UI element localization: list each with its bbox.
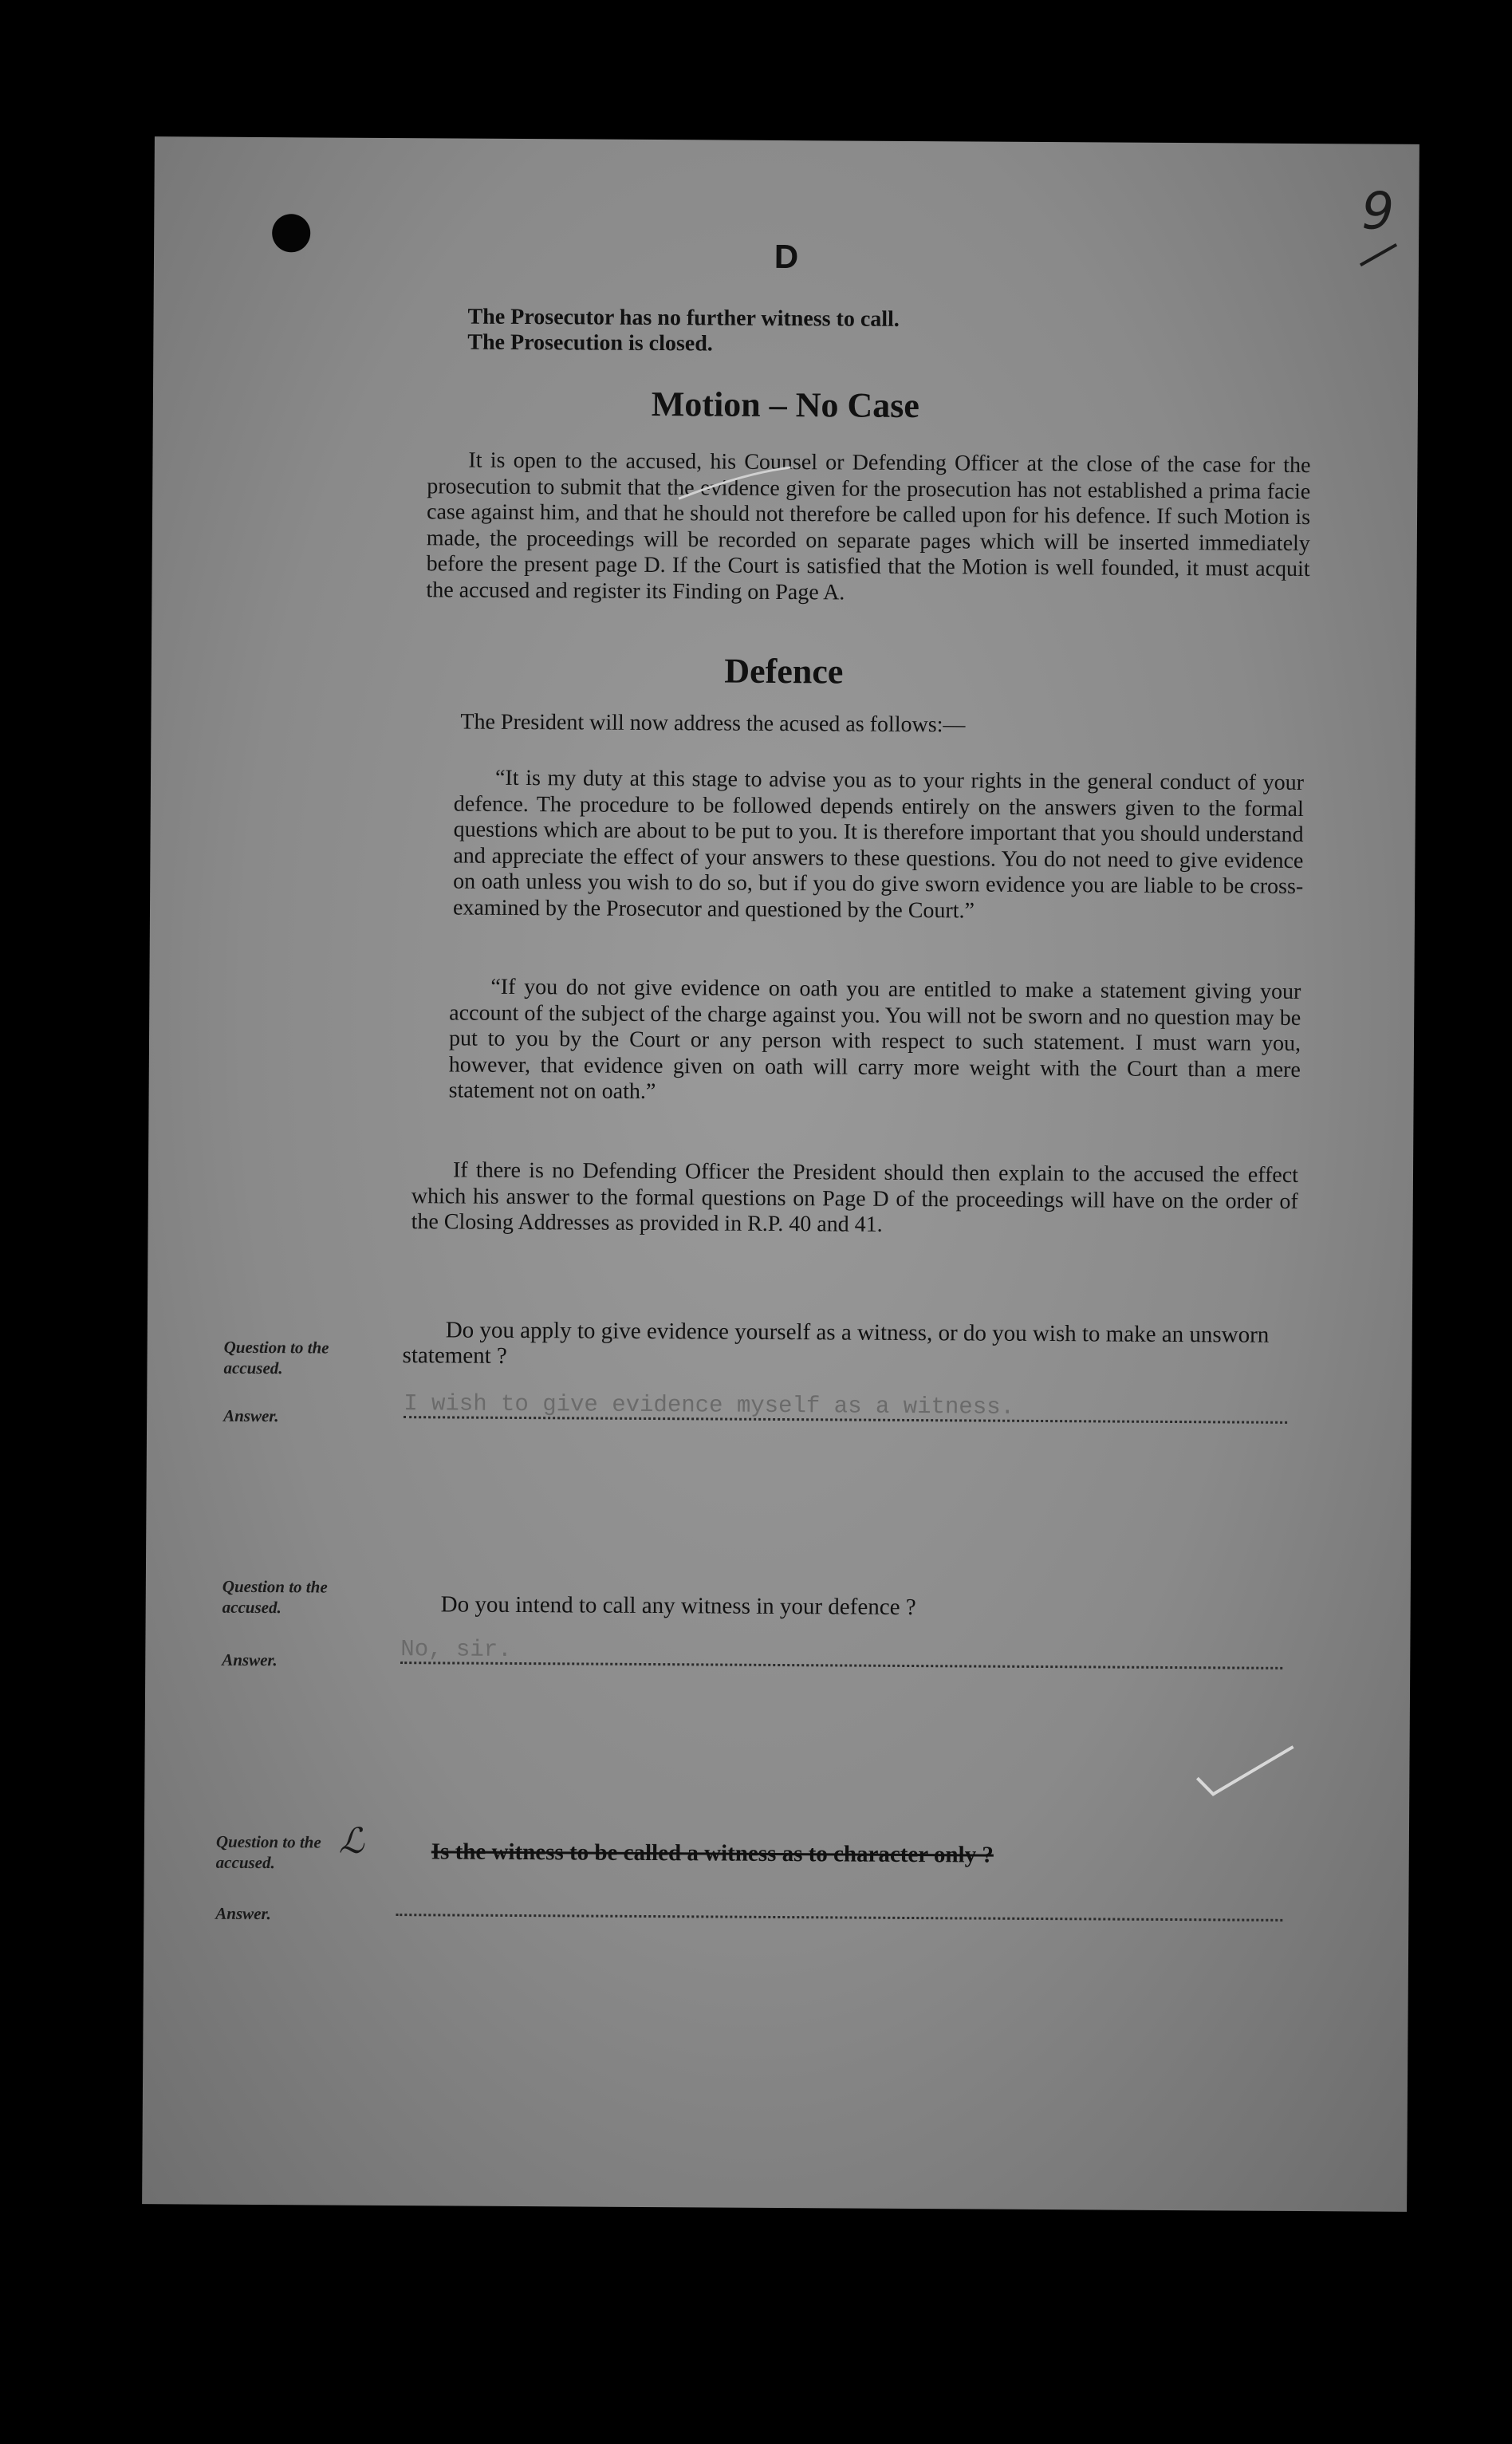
pencil-tick-icon (1181, 1738, 1309, 1803)
folio-underline-icon (1356, 238, 1404, 270)
handwritten-marginal-mark: ℒ (338, 1820, 364, 1862)
page-letter: D (774, 237, 799, 276)
defence-quote-2 (449, 974, 1301, 1109)
motion-paragraph (426, 447, 1310, 609)
answer-label-2: Answer. (222, 1650, 278, 1670)
question-1: Do you apply to give evidence yourself as a witness, or do you wish to make an unsworn statement ? (402, 1317, 1270, 1369)
prosecution-closing (467, 305, 900, 358)
quote-1-text: “It is my duty at this stage to advise you as to your rights in the general conduct of your defence. The procedure to be followed depends entirely on the answers given to the formal questions which are about to be put to you. It is therefore important that you should understand and appreciate the effect of your answers to these questions. You do not need to give evidence on oath unless you wish to do so, but if you do give sworn evidence you are liable to be cross-examined by the Prosecutor and questioned by the Court.” (452, 765, 1305, 923)
answer-label-3: Answer. (215, 1903, 271, 1924)
answer-field-1[interactable]: I wish to give evidence myself as a witness. (404, 1392, 1287, 1424)
question-2: Do you intend to call any witness in your defence ? (440, 1591, 916, 1621)
question-label-3: Question to the accused. (215, 1831, 321, 1873)
question-3-struck: Is the witness to be called a witness as to character only ? (431, 1839, 994, 1868)
motion-heading: Motion – No Case (651, 384, 920, 426)
pencil-stroke-icon (671, 459, 798, 507)
answer-label-1: Answer. (223, 1405, 279, 1426)
defence-heading: Defence (724, 651, 844, 692)
answer-field-3[interactable] (396, 1890, 1282, 1922)
document-page (142, 136, 1419, 2212)
closing-line-1: The Prosecutor has no further witness to call. (467, 304, 900, 332)
answer-field-2[interactable]: No, sir. (400, 1638, 1282, 1669)
closing-line-2: The Prosecution is closed. (467, 329, 713, 357)
question-label-2: Question to the accused. (222, 1576, 328, 1618)
instruction-text: If there is no Defending Officer the President should then explain to the accused the effect which his answer to the formal questions on Page D of the proceedings will have on the order of the Closing Addresses as provided in R.P. 40 and 41. (411, 1157, 1299, 1237)
defence-quote-1 (453, 765, 1304, 926)
defence-intro: The President will now address the acused as follows:— (460, 709, 966, 738)
defence-instruction (411, 1157, 1299, 1240)
quote-2-text: “If you do not give evidence on oath you are entitled to make a statement giving your account of the subject of the charge against you. You will not be sworn and no question may be put to you by the Court or any person with respect to such statement. I must warn you, however, that evidence given on oath will carry more weight with the Court than a mere statement not on oath.” (448, 974, 1301, 1105)
folio-number: 9 (1361, 182, 1395, 242)
motion-text: It is open to the accused, his Counsel or Defending Officer at the close of the case for the prosecution to submit that the evidence given for the prosecution has not established a prima facie case against him, and that he should not therefore be called upon for his defence. If such Motion is made, the proceedings will be recorded on separate pages which will be inserted immediately before the present page D. If the Court is satisfied that the Motion is well founded, it must acquit the accused and register its Finding on Page A. (426, 447, 1311, 605)
question-label-1: Question to the accused. (223, 1337, 329, 1378)
